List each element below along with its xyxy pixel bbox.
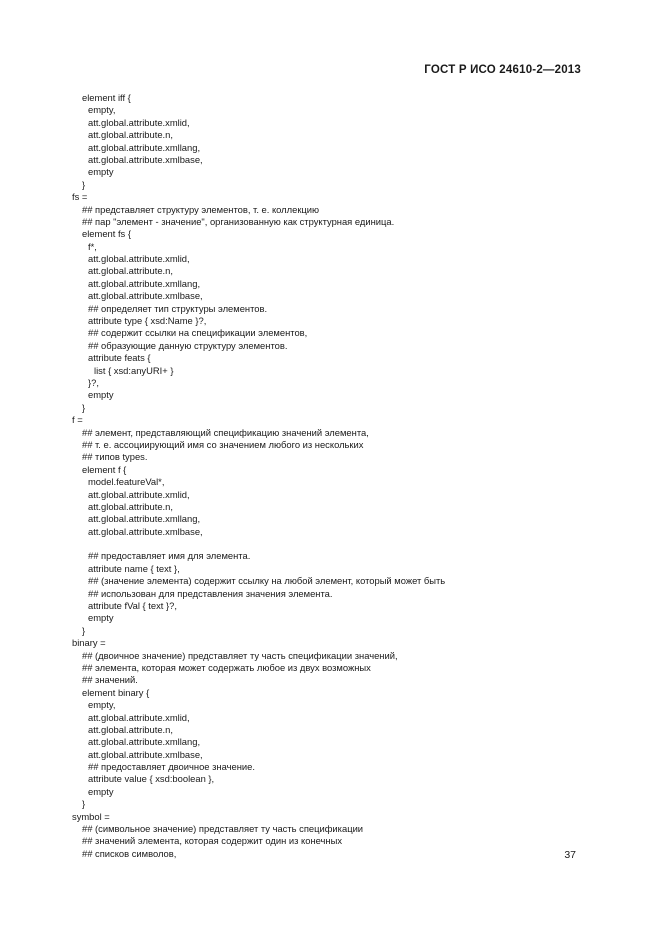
code-line: att.global.attribute.xmlid,	[88, 711, 190, 723]
code-line: }	[82, 178, 86, 190]
code-line: element fs {	[82, 228, 131, 240]
code-line: ## предоставляет имя для элемента.	[88, 550, 251, 562]
code-line: att.global.attribute.n,	[88, 129, 173, 141]
document-header: ГОСТ Р ИСО 24610-2—2013	[424, 64, 581, 76]
code-line: att.global.attribute.xmllang,	[88, 277, 201, 289]
code-line: att.global.attribute.xmllang,	[88, 513, 201, 525]
code-line: ## (двоичное значение) представляет ту часть спецификации значений,	[82, 649, 398, 661]
code-line: element iff {	[82, 92, 131, 103]
code-line: empty	[88, 166, 114, 178]
code-line: ## пар "элемент - значение", организованную как структурная единица.	[82, 215, 395, 227]
code-line: att.global.attribute.xmlid,	[88, 116, 190, 128]
code-line: binary =	[72, 637, 106, 649]
code-line: att.global.attribute.n,	[88, 265, 173, 277]
code-line: }	[82, 798, 86, 810]
code-line: att.global.attribute.xmlbase,	[88, 748, 203, 760]
code-line: attribute fVal { text }?,	[88, 600, 177, 612]
code-line: attribute type { xsd:Name }?,	[88, 315, 207, 327]
page-number: 37	[564, 849, 576, 861]
code-line: att.global.attribute.xmlid,	[88, 488, 190, 500]
code-line: ## определяет тип структуры элементов.	[88, 302, 268, 314]
code-line: attribute value { xsd:boolean },	[88, 773, 215, 785]
code-line: att.global.attribute.n,	[88, 723, 173, 735]
code-line: ## элемента, которая может содержать любое из двух возможных	[82, 661, 371, 673]
code-line: ## (значение элемента) содержит ссылку на любой элемент, который может быть	[88, 575, 446, 587]
code-line: }?,	[88, 376, 99, 388]
code-line: ## списков символов,	[82, 847, 177, 859]
code-line: fs =	[72, 191, 88, 203]
code-line: ## значений элемента, которая содержит один из конечных	[82, 835, 343, 847]
code-line: ## элемент, представляющий спецификацию значений элемента,	[82, 426, 369, 438]
code-line: ## использован для представления значения элемента.	[88, 587, 333, 599]
code-line: empty,	[88, 699, 116, 711]
code-line: ## образующие данную структуру элементов.	[88, 339, 288, 351]
code-line: ## т. е. ассоциирующий имя со значением любого из нескольких	[82, 438, 364, 450]
code-line: empty	[88, 389, 114, 401]
code-line: att.global.attribute.xmlbase,	[88, 525, 203, 537]
code-line: empty,	[88, 104, 116, 116]
code-line: attribute name { text },	[88, 562, 180, 574]
code-line: att.global.attribute.xmllang,	[88, 141, 201, 153]
code-line: ## содержит ссылки на спецификации элементов,	[88, 327, 308, 339]
code-line: ## типов types.	[82, 451, 148, 463]
code-line: ## (символьное значение) представляет ту часть спецификации	[82, 823, 364, 835]
code-line: att.global.attribute.xmlbase,	[88, 153, 203, 165]
code-line: att.global.attribute.xmllang,	[88, 736, 201, 748]
code-line: ## значений.	[82, 674, 138, 686]
code-line: element binary {	[82, 686, 150, 698]
code-listing	[72, 92, 592, 860]
code-line: }	[82, 401, 86, 413]
code-line: att.global.attribute.n,	[88, 500, 173, 512]
code-line: empty	[88, 785, 114, 797]
code-line: att.global.attribute.xmlbase,	[88, 290, 203, 302]
code-line: f =	[72, 414, 83, 426]
code-line: att.global.attribute.xmlid,	[88, 253, 190, 265]
code-line	[72, 538, 592, 550]
code-line: empty	[88, 612, 114, 624]
code-line: list { xsd:anyURI+ }	[94, 364, 174, 376]
code-line: f*,	[88, 240, 97, 252]
code-line: attribute feats {	[88, 352, 151, 364]
code-line: symbol =	[72, 810, 110, 822]
code-line: element f {	[82, 463, 127, 475]
code-line: ## предоставляет двоичное значение.	[88, 761, 255, 773]
code-line: model.featureVal*,	[88, 476, 165, 488]
code-line: ## представляет структуру элементов, т. е. коллекцию	[82, 203, 320, 215]
code-line: }	[82, 624, 86, 636]
